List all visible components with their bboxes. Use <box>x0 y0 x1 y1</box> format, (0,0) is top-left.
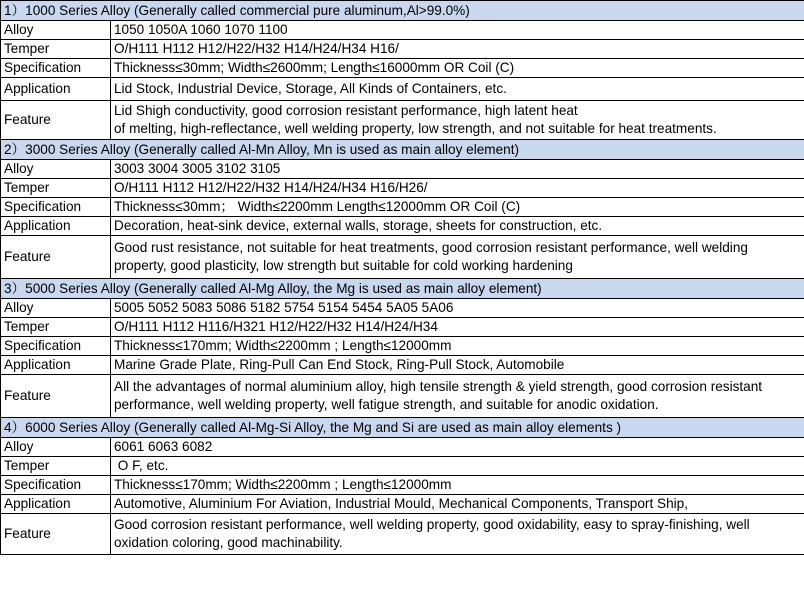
row-label: Application <box>1 217 111 236</box>
section-header-3000: 2）3000 Series Alloy (Generally called Al-Mn Alloy, Mn is used as main alloy element) <box>1 140 804 160</box>
table-row <box>1 236 804 279</box>
table-row <box>1 101 804 140</box>
table-row <box>1 438 804 457</box>
row-value: All the advantages of normal aluminium alloy, high tensile strength & yield strength, good corrosion resistant performance, well welding property, well fatigue strength, and suitable for anodic oxidation. <box>111 375 804 418</box>
row-value: O F, etc. <box>111 457 804 476</box>
row-value: Thickness≤170mm; Width≤2200mm ; Length≤12000mm <box>111 476 804 495</box>
row-value: Good rust resistance, not suitable for heat treatments, good corrosion resistant performance, well welding property, good plasticity, low strength but suitable for cold working hardening <box>111 236 804 279</box>
table-row <box>1 476 804 495</box>
row-value: O/H111 H112 H116/H321 H12/H22/H32 H14/H24/H34 <box>111 318 804 337</box>
section-header-row <box>1 279 804 299</box>
row-value: Thickness≤170mm; Width≤2200mm ; Length≤12000mm <box>111 337 804 356</box>
table-row <box>1 356 804 375</box>
section-header-row <box>1 418 804 438</box>
row-value: Good corrosion resistant performance, well welding property, good oxidability, easy to spray-finishing, well oxidation coloring, good machinability. <box>111 514 804 555</box>
table-row <box>1 78 804 101</box>
table-row <box>1 318 804 337</box>
row-value: Thickness≤30mm; Width≤2600mm; Length≤16000mm OR Coil (C) <box>111 59 804 78</box>
row-label: Alloy <box>1 299 111 318</box>
table-row <box>1 337 804 356</box>
row-value: Lid Stock, Industrial Device, Storage, All Kinds of Containers, etc. <box>111 78 804 101</box>
row-value: 3003 3004 3005 3102 3105 <box>111 160 804 179</box>
row-value: 5005 5052 5083 5086 5182 5754 5154 5454 5A05 5A06 <box>111 299 804 318</box>
row-value <box>111 101 804 140</box>
row-label: Alloy <box>1 160 111 179</box>
table-row <box>1 299 804 318</box>
section-header-row <box>1 140 804 160</box>
table-row <box>1 217 804 236</box>
section-header-5000: 3）5000 Series Alloy (Generally called Al-Mg Alloy, the Mg is used as main alloy element) <box>1 279 804 299</box>
row-label: Specification <box>1 476 111 495</box>
feature-line-1: Lid Shigh conductivity, good corrosion resistant performance, high latent heat <box>114 102 578 118</box>
row-value: Automotive, Aluminium For Aviation, Industrial Mould, Mechanical Components, Transport Ship, <box>111 495 804 514</box>
table-row <box>1 160 804 179</box>
row-label: Feature <box>1 375 111 418</box>
row-label: Specification <box>1 59 111 78</box>
row-label: Alloy <box>1 438 111 457</box>
row-label: Application <box>1 78 111 101</box>
row-label: Specification <box>1 198 111 217</box>
feature-line-2: of melting, high-reflectance, well welding property, low strength, and not suitable for heat treatments. <box>114 121 717 136</box>
table-row <box>1 514 804 555</box>
row-label: Temper <box>1 40 111 59</box>
table-row <box>1 179 804 198</box>
table-row <box>1 59 804 78</box>
row-label: Feature <box>1 514 111 555</box>
section-header-row <box>1 1 804 21</box>
row-label: Temper <box>1 179 111 198</box>
row-label: Feature <box>1 236 111 279</box>
row-label: Feature <box>1 101 111 140</box>
section-header-1000: 1）1000 Series Alloy (Generally called commercial pure aluminum,Al>99.0%) <box>1 1 804 21</box>
table-row <box>1 198 804 217</box>
row-value: O/H111 H112 H12/H22/H32 H14/H24/H34 H16/H26/ <box>111 179 804 198</box>
table-row <box>1 40 804 59</box>
section-header-6000: 4）6000 Series Alloy (Generally called Al-Mg-Si Alloy, the Mg and Si are used as main alloy elements ) <box>1 418 804 438</box>
row-label: Temper <box>1 318 111 337</box>
table-row <box>1 457 804 476</box>
row-label: Alloy <box>1 21 111 40</box>
table-row <box>1 495 804 514</box>
row-label: Application <box>1 495 111 514</box>
row-value: O/H111 H112 H12/H22/H32 H14/H24/H34 H16/ <box>111 40 804 59</box>
row-value: Decoration, heat-sink device, external walls, storage, sheets for construction, etc. <box>111 217 804 236</box>
row-value: 1050 1050A 1060 1070 1100 <box>111 21 804 40</box>
row-label: Specification <box>1 337 111 356</box>
row-value: Thickness≤30mm； Width≤2200mm Length≤12000mm OR Coil (C) <box>111 198 804 217</box>
row-value: Marine Grade Plate, Ring-Pull Can End Stock, Ring-Pull Stock, Automobile <box>111 356 804 375</box>
row-value: 6061 6063 6082 <box>111 438 804 457</box>
row-label: Application <box>1 356 111 375</box>
table-row <box>1 375 804 418</box>
row-label: Temper <box>1 457 111 476</box>
table-row <box>1 21 804 40</box>
